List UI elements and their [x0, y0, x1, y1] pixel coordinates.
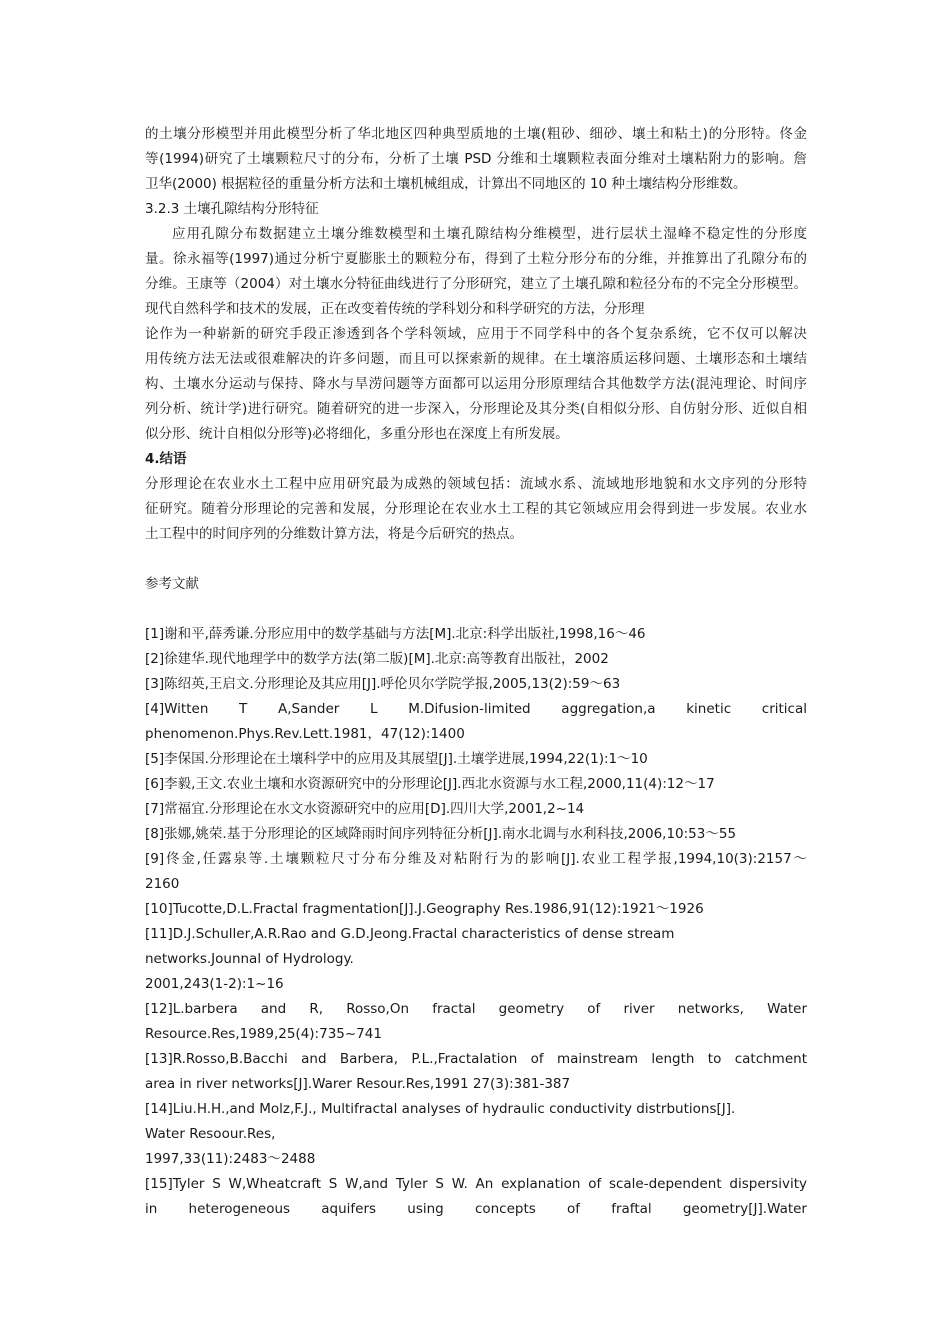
reference-line: area in river networks[J].Warer Resour.Res,1991 27(3):381-387	[145, 1076, 571, 1092]
spacer	[145, 597, 807, 622]
reference-line: [13]R.Rosso,B.Bacchi and Barbera, P.L.,Fractalation of mainstream length to catchment	[145, 1051, 807, 1067]
reference-line: Water Resoour.Res,	[145, 1126, 276, 1142]
body-text-line: 土工程中的时间序列的分维数计算方法，将是今后研究的热点。	[145, 526, 523, 542]
body-text-line: 卫华(2000) 根据粒径的重量分析方法和土壤机械组成，计算出不同地区的 10 种土壤结构分形维数。	[145, 176, 747, 192]
reference-line: 2160	[145, 876, 180, 892]
document-page	[145, 122, 807, 1222]
body-text-line: 分维。王康等（2004）对土壤水分特征曲线进行了分形研究，建立了土壤孔隙和粒径分布的不完全分形模型。	[145, 276, 807, 292]
references-heading: 参考文献	[145, 576, 199, 592]
reference-line: [14]Liu.H.H.,and Molz,F.J., Multifractal analyses of hydraulic conductivity distrbutions[J].	[145, 1101, 736, 1117]
body-text-line: 等(1994)研究了土壤颗粒尺寸的分布，分析了土壤 PSD 分维和土壤颗粒表面分维对土壤粘附力的影响。詹	[145, 151, 807, 167]
body-text-line: 列分析、统计学)进行研究。随着研究的进一步深入，分形理论及其分类(自相似分形、自仿射分形、近似自相	[145, 401, 807, 417]
reference-line: [1]谢和平,薛秀谦.分形应用中的数学基础与方法[M].北京:科学出版社,1998,16～46	[145, 626, 646, 642]
body-text-line: 量。徐永福等(1997)通过分析宁夏膨胀土的颗粒分布，得到了土粒分形分布的分维，并推算出了孔隙分布的	[145, 251, 807, 267]
reference-line: [6]李毅,王文.农业土壤和水资源研究中的分形理论[J].西北水资源与水工程,2000,11(4):12～17	[145, 776, 715, 792]
reference-line: 1997,33(11):2483～2488	[145, 1151, 316, 1167]
reference-line: [11]D.J.Schuller,A.R.Rao and G.D.Jeong.Fractal characteristics of dense stream	[145, 926, 675, 942]
reference-line: 2001,243(1-2):1~16	[145, 976, 284, 992]
body-text-line: 分形理论在农业水土工程中应用研究最为成熟的领域包括：流域水系、流域地形地貌和水文序列的分形特	[145, 476, 807, 492]
conclusion-heading: 4.结语	[145, 451, 187, 467]
body-text-line: 的土壤分形模型并用此模型分析了华北地区四种典型质地的土壤(粗砂、细砂、壤土和粘土)的分形特。佟金	[145, 126, 807, 142]
section-heading: 3.2.3 土壤孔隙结构分形特征	[145, 201, 319, 217]
reference-line: networks.Jounnal of Hydrology.	[145, 951, 354, 967]
reference-line: phenomenon.Phys.Rev.Lett.1981，47(12):1400	[145, 726, 465, 742]
body-text-line: 论作为一种崭新的研究手段正渗透到各个学科领域，应用于不同学科中的各个复杂系统，它不仅可以解决	[145, 326, 807, 342]
reference-line: [7]常福宜.分形理论在水文水资源研究中的应用[D].四川大学,2001,2~14	[145, 801, 585, 817]
reference-line: [2]徐建华.现代地理学中的数学方法(第二版)[M].北京:高等教育出版社，2002	[145, 651, 609, 667]
body-text-line: 似分形、统计自相似分形等)必将细化，多重分形也在深度上有所发展。	[145, 426, 569, 442]
reference-line: [12]L.barbera and R, Rosso,On fractal geometry of river networks, Water	[145, 1001, 807, 1017]
reference-line: in heterogeneous aquifers using concepts of fraftal geometry[J].Water	[145, 1201, 807, 1217]
body-text-line: 现代自然科学和技术的发展，正在改变着传统的学科划分和科学研究的方法，分形理	[145, 301, 645, 317]
reference-line: [8]张娜,姚荣.基于分形理论的区域降雨时间序列特征分析[J].南水北调与水利科技,2006,10:53～55	[145, 826, 737, 842]
body-text-line: 征研究。随着分形理论的完善和发展，分形理论在农业水土工程的其它领域应用会得到进一步发展。农业水	[145, 501, 807, 517]
reference-line: [15]Tyler S W,Wheatcraft S W,and Tyler S W. An explanation of scale-dependent dispersivity	[145, 1176, 807, 1192]
spacer	[145, 547, 807, 572]
reference-line: Resource.Res,1989,25(4):735~741	[145, 1026, 382, 1042]
reference-line: [10]Tucotte,D.L.Fractal fragmentation[J].J.Geography Res.1986,91(12):1921～1926	[145, 901, 704, 917]
reference-line: [3]陈绍英,王启文.分形理论及其应用[J].呼伦贝尔学院学报,2005,13(2):59～63	[145, 676, 621, 692]
reference-line: [5]李保国.分形理论在土壤科学中的应用及其展望[J].土壤学进展,1994,22(1):1～10	[145, 751, 648, 767]
reference-line: [4]Witten T A,Sander L M.Difusion-limited aggregation,a kinetic critical	[145, 701, 807, 717]
body-text-line: 应用孔隙分布数据建立土壤分维数模型和土壤孔隙结构分维模型，进行层状土湿峰不稳定性的分形度	[172, 226, 807, 242]
body-text-line: 构、土壤水分运动与保持、降水与旱涝问题等方面都可以运用分形原理结合其他数学方法(混沌理论、时间序	[145, 376, 807, 392]
body-text-line: 用传统方法无法或很难解决的许多问题，而且可以探索新的规律。在土壤溶质运移问题、土壤形态和土壤结	[145, 351, 807, 367]
reference-line: [9]佟金,任露泉等.土壤颗粒尺寸分布分维及对粘附行为的影响[J].农业工程学报,1994,10(3):2157～	[145, 851, 807, 867]
